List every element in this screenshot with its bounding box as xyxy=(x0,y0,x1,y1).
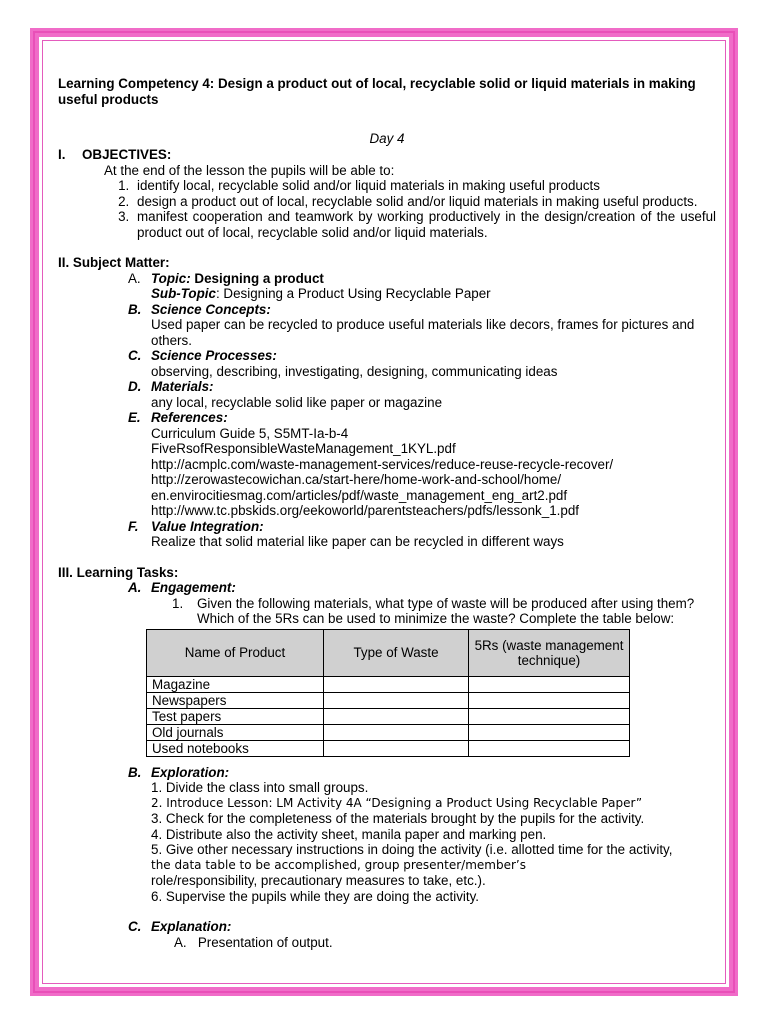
reference-link[interactable]: en.envirocitiesmag.com/articles/pdf/waste_management_eng_art2.pdf xyxy=(151,487,568,503)
exploration-step: 4. Distribute also the activity sheet, manila paper and marking pen. xyxy=(151,826,547,842)
product-cell: Newspapers xyxy=(147,692,324,708)
objectives-title: OBJECTIVES: xyxy=(82,147,172,162)
engagement-heading xyxy=(128,580,716,596)
objective-item: 3. manifest cooperation and teamwork by working productively in the design/creation of the useful product out of local, recyclable solid and/or liquid materials. xyxy=(133,209,716,240)
product-cell: Magazine xyxy=(147,676,324,692)
exploration-step: 6. Supervise the pupils while they are doing the activity. xyxy=(151,888,480,904)
technique-cell[interactable] xyxy=(469,724,630,740)
exploration-step: 3. Check for the completeness of the materials brought by the pupils for the activity. xyxy=(151,811,645,826)
sub-topic-value: : Designing a Product Using Recyclable Paper xyxy=(215,286,491,301)
exploration-step: role/responsibility, precautionary measures to take, etc.). xyxy=(151,873,486,888)
table-row xyxy=(147,692,630,708)
objectives-numeral: I. xyxy=(58,147,66,162)
objectives-intro: At the end of the lesson the pupils will be able to: xyxy=(104,162,395,178)
objective-item: 2. design a product out of local, recyclable solid and/or liquid materials in making useful products. xyxy=(133,194,716,210)
science-processes-item xyxy=(128,348,716,379)
exploration-step: 2. Introduce Lesson: LM Activity 4A “Designing a Product Using Recyclable Paper” xyxy=(151,795,643,810)
engagement-letter: A. xyxy=(128,580,142,595)
column-header-waste-type: Type of Waste xyxy=(324,629,469,676)
materials-title: Materials: xyxy=(151,379,214,394)
product-cell: Used notebooks xyxy=(147,740,324,756)
table-row xyxy=(147,724,630,740)
explanation-heading xyxy=(128,919,716,935)
engagement-task xyxy=(58,596,716,627)
product-cell: Old journals xyxy=(147,724,324,740)
exploration-title: Exploration: xyxy=(151,764,230,780)
explanation-sub-letter: A. xyxy=(174,934,187,950)
topic-title: Topic: xyxy=(151,270,191,286)
column-header-5rs: 5Rs (waste management technique) xyxy=(469,629,630,676)
subject-matter-list xyxy=(58,271,716,550)
reference-link[interactable]: http://zerowastecowichan.ca/start-here/home-work-and-school/home/ xyxy=(151,472,562,487)
engagement-title: Engagement: xyxy=(151,580,236,595)
exploration-step: 5. Give other necessary instructions in doing the activity (i.e. allotted time for the activity, xyxy=(151,842,673,857)
reference-link[interactable]: http://www.tc.pbskids.org/eekoworld/parentsteachers/pdfs/lessonk_1.pdf xyxy=(151,503,579,518)
table-row xyxy=(147,708,630,724)
references-item xyxy=(128,410,716,519)
learning-tasks-heading: III. Learning Tasks: xyxy=(58,564,179,580)
value-integration-letter: F. xyxy=(128,518,139,534)
technique-cell[interactable] xyxy=(469,676,630,692)
objectives-heading xyxy=(58,147,716,163)
lesson-plan-page xyxy=(58,76,716,950)
waste-table-header-row xyxy=(147,629,630,676)
subject-matter-heading: II. Subject Matter: xyxy=(58,255,170,270)
technique-cell[interactable] xyxy=(469,708,630,724)
day-label: Day 4 xyxy=(369,131,405,146)
value-integration-title: Value Integration: xyxy=(151,518,264,534)
topic-value: Designing a product xyxy=(194,270,324,286)
references-title: References: xyxy=(151,410,228,425)
value-integration-text: Realize that solid material like paper can be recycled in different ways xyxy=(151,534,564,549)
column-header-product: Name of Product xyxy=(147,629,324,676)
waste-type-cell[interactable] xyxy=(324,740,469,756)
exploration-step: 1. Divide the class into small groups. xyxy=(151,780,369,795)
objective-item: 1. identify local, recyclable solid and/or liquid materials in making useful products xyxy=(133,178,716,194)
science-concepts-title: Science Concepts: xyxy=(151,301,271,317)
waste-type-cell[interactable] xyxy=(324,676,469,692)
product-cell: Test papers xyxy=(147,708,324,724)
explanation-sub-text: Presentation of output. xyxy=(197,934,333,950)
explanation-sub-item xyxy=(58,935,716,951)
topic-item xyxy=(128,271,716,302)
waste-table xyxy=(146,629,630,757)
sub-topic-title: Sub-Topic xyxy=(151,286,216,301)
explanation-title: Explanation: xyxy=(151,919,232,934)
value-integration-item xyxy=(128,519,716,550)
waste-type-cell[interactable] xyxy=(324,708,469,724)
engagement-task-number: 1. xyxy=(172,595,184,611)
exploration-steps xyxy=(58,780,716,904)
exploration-heading xyxy=(128,765,716,781)
reference-line: Curriculum Guide 5, S5MT-Ia-b-4 xyxy=(151,425,349,441)
science-concepts-item xyxy=(128,302,716,349)
references-letter: E. xyxy=(128,410,141,425)
topic-letter: A. xyxy=(128,270,141,286)
reference-line: FiveRsofResponsibleWasteManagement_1KYL.pdf xyxy=(151,441,456,456)
exploration-letter: B. xyxy=(128,764,142,780)
technique-cell[interactable] xyxy=(469,740,630,756)
engagement-task-text: Given the following materials, what type of waste will be produced after using them? Which of the 5Rs can be used to minimize the waste? Complete the table below: xyxy=(197,595,695,626)
science-processes-title: Science Processes: xyxy=(151,348,277,363)
science-processes-text: observing, describing, investigating, designing, communicating ideas xyxy=(151,363,558,379)
waste-type-cell[interactable] xyxy=(324,692,469,708)
waste-type-cell[interactable] xyxy=(324,724,469,740)
table-row xyxy=(147,740,630,756)
exploration-step: the data table to be accomplished, group presenter/member’s xyxy=(151,857,526,872)
science-processes-letter: C. xyxy=(128,348,142,363)
materials-item xyxy=(128,379,716,410)
science-concepts-text: Used paper can be recycled to produce useful materials like decors, frames for pictures and others. xyxy=(151,317,695,348)
materials-letter: D. xyxy=(128,379,142,394)
learning-competency-title: Learning Competency 4: Design a product out of local, recyclable solid or liquid materials in making useful products xyxy=(58,76,696,107)
objectives-list xyxy=(58,178,716,240)
reference-link[interactable]: http://acmplc.com/waste-management-services/reduce-reuse-recycle-recover/ xyxy=(151,456,614,472)
explanation-letter: C. xyxy=(128,919,142,934)
technique-cell[interactable] xyxy=(469,692,630,708)
materials-text: any local, recyclable solid like paper or magazine xyxy=(151,394,443,410)
science-concepts-letter: B. xyxy=(128,301,142,317)
table-row xyxy=(147,676,630,692)
